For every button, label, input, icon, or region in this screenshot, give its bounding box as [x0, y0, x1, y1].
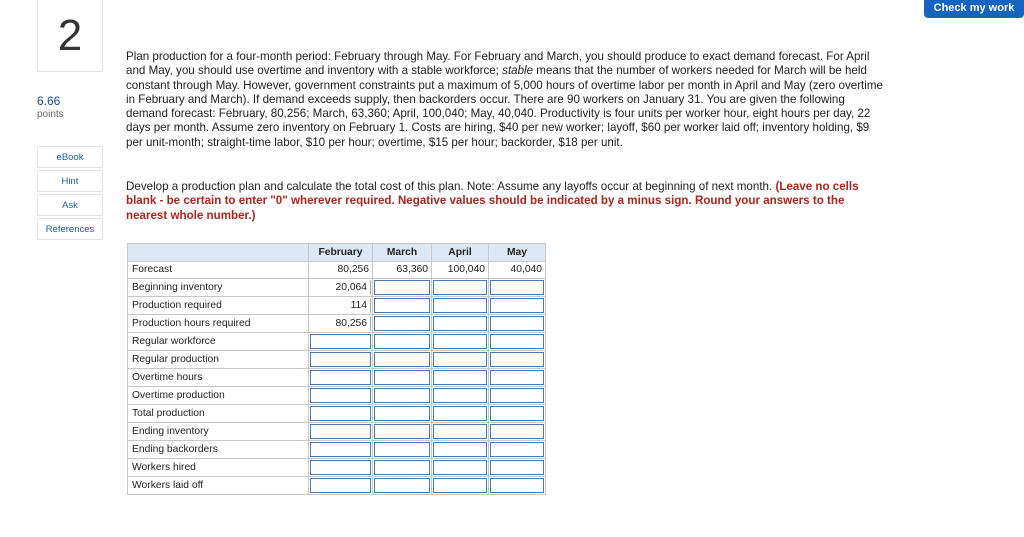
answer-cell[interactable]: [432, 423, 489, 441]
table-row: [128, 387, 546, 405]
row-label: Regular workforce: [128, 333, 309, 351]
answer-input[interactable]: [310, 334, 371, 349]
answer-input[interactable]: [374, 388, 430, 403]
problem-text-italic: stable: [502, 64, 534, 78]
answer-input[interactable]: [374, 352, 430, 367]
answer-cell[interactable]: [489, 477, 546, 495]
table-row: [128, 297, 546, 315]
answer-cell[interactable]: [489, 297, 546, 315]
answer-input[interactable]: [433, 334, 487, 349]
table-row: [128, 333, 546, 351]
answer-input[interactable]: [374, 406, 430, 421]
table-row: [128, 369, 546, 387]
answer-input[interactable]: [374, 478, 430, 493]
table-row: [128, 315, 546, 333]
answer-input[interactable]: [490, 388, 544, 403]
row-label: Forecast: [128, 261, 309, 279]
answer-cell[interactable]: [373, 441, 432, 459]
answer-cell[interactable]: [373, 477, 432, 495]
column-header-february: February: [309, 244, 373, 262]
table-row: [128, 405, 546, 423]
row-label: Total production: [128, 405, 309, 423]
answer-cell[interactable]: [373, 297, 432, 315]
answer-cell[interactable]: [489, 333, 546, 351]
answer-input[interactable]: [310, 442, 371, 457]
answer-input[interactable]: [374, 316, 430, 331]
forecast-value: 40,040: [489, 261, 546, 279]
answer-input[interactable]: [490, 460, 544, 475]
hint-button[interactable]: Hint: [37, 170, 103, 192]
answer-input[interactable]: [310, 478, 371, 493]
answer-input[interactable]: [310, 352, 371, 367]
answer-cell[interactable]: [489, 315, 546, 333]
answer-input[interactable]: [490, 478, 544, 493]
answer-cell[interactable]: [489, 405, 546, 423]
answer-cell[interactable]: [432, 351, 489, 369]
answer-cell[interactable]: [432, 387, 489, 405]
table-row: [128, 351, 546, 369]
answer-input[interactable]: [433, 460, 487, 475]
instructions-note: (Leave no cells blank - be certain to enter "0" wherever required. Negative values should be indicated by a minus sign. Round your answers to the nearest whole number.): [126, 180, 859, 222]
answer-cell[interactable]: [432, 279, 489, 297]
answer-input[interactable]: 114: [310, 298, 371, 313]
answer-input[interactable]: [490, 334, 544, 349]
answer-input[interactable]: [310, 370, 371, 385]
answer-input[interactable]: [374, 424, 430, 439]
answer-input[interactable]: [433, 442, 487, 457]
table-header-corner: [128, 244, 309, 262]
answer-cell[interactable]: [432, 459, 489, 477]
row-label: Beginning inventory: [128, 279, 309, 297]
answer-cell[interactable]: [373, 351, 432, 369]
instructions-text: [126, 180, 886, 223]
answer-cell[interactable]: [373, 369, 432, 387]
column-header-april: April: [432, 244, 489, 262]
answer-input[interactable]: 80,256: [310, 316, 371, 331]
answer-cell[interactable]: [309, 405, 373, 423]
table-row: [128, 477, 546, 495]
answer-input[interactable]: [310, 424, 371, 439]
answer-input[interactable]: [433, 280, 487, 295]
answer-input[interactable]: [490, 370, 544, 385]
answer-cell[interactable]: [373, 333, 432, 351]
answer-cell[interactable]: [489, 459, 546, 477]
answer-input[interactable]: 20,064: [310, 280, 371, 295]
answer-input[interactable]: [490, 280, 544, 295]
row-label: Production hours required: [128, 315, 309, 333]
answer-cell[interactable]: [489, 279, 546, 297]
ask-button[interactable]: Ask: [37, 194, 103, 216]
production-plan-table: [127, 243, 546, 495]
answer-cell[interactable]: [309, 459, 373, 477]
answer-input[interactable]: [374, 370, 430, 385]
row-label: Ending backorders: [128, 441, 309, 459]
answer-input[interactable]: [433, 352, 487, 367]
table-row: [128, 279, 546, 297]
answer-input[interactable]: [433, 424, 487, 439]
answer-input[interactable]: [310, 406, 371, 421]
answer-cell[interactable]: [489, 369, 546, 387]
answer-cell[interactable]: [432, 333, 489, 351]
answer-cell[interactable]: [432, 297, 489, 315]
ebook-button[interactable]: eBook: [37, 146, 103, 168]
answer-input[interactable]: [310, 460, 371, 475]
answer-input[interactable]: [433, 316, 487, 331]
points-display: [37, 95, 64, 121]
answer-cell[interactable]: [373, 459, 432, 477]
answer-input[interactable]: [433, 388, 487, 403]
answer-input[interactable]: [374, 280, 430, 295]
answer-cell[interactable]: [309, 369, 373, 387]
table-row: [128, 459, 546, 477]
answer-input[interactable]: [433, 406, 487, 421]
answer-cell[interactable]: [432, 477, 489, 495]
answer-input[interactable]: [433, 478, 487, 493]
answer-cell[interactable]: [373, 423, 432, 441]
answer-cell[interactable]: [432, 405, 489, 423]
answer-input[interactable]: [433, 298, 487, 313]
answer-input[interactable]: [374, 298, 430, 313]
answer-cell[interactable]: [309, 315, 373, 333]
problem-text-part1: Plan production for a four-month period: February through May. For February and March, you should produce to exact demand forecast. For April and May, you should use overtime and inventory with a stable workforce;: [126, 50, 870, 78]
row-label: Production required: [128, 297, 309, 315]
forecast-value: 100,040: [432, 261, 489, 279]
problem-text: [126, 50, 886, 150]
row-label: Workers hired: [128, 459, 309, 477]
forecast-value: 63,360: [373, 261, 432, 279]
row-label: Overtime production: [128, 387, 309, 405]
answer-input[interactable]: [490, 442, 544, 457]
answer-input[interactable]: [374, 442, 430, 457]
answer-cell[interactable]: [309, 441, 373, 459]
answer-cell[interactable]: [432, 369, 489, 387]
answer-input[interactable]: [374, 334, 430, 349]
answer-cell[interactable]: [489, 387, 546, 405]
check-my-work-button[interactable]: Check my work: [924, 0, 1024, 18]
answer-input[interactable]: [433, 370, 487, 385]
answer-input[interactable]: [490, 298, 544, 313]
answer-cell[interactable]: [309, 423, 373, 441]
points-label: points: [37, 109, 64, 120]
table-row: [128, 423, 546, 441]
answer-cell[interactable]: [432, 315, 489, 333]
references-button[interactable]: References: [37, 218, 103, 240]
row-label: Workers laid off: [128, 477, 309, 495]
problem-text-part2: means that the number of workers needed for March will be held constant through May. However, government constraints put a maximum of 5,000 hours of overtime labor per month in April and May (zero overtime in February and March). If demand exceeds supply, then backorders occur. There are 90 workers on January 31. You are given the following demand forecast: February, 80,256; March, 63,360; April, 100,040; May, 40,040. Productivity is four units per worker hour, eight hours per day, 22 days per month. Assume zero inventory on February 1. Costs are hiring, $40 per new worker; layoff, $60 per worker laid off; inventory holding, $9 per unit-month; straight-time labor, $10 per hour; overtime, $15 per hour; backorder, $18 per unit.: [126, 64, 883, 149]
points-value: 6.66: [37, 94, 61, 108]
answer-cell[interactable]: [489, 441, 546, 459]
forecast-value: 80,256: [309, 261, 373, 279]
answer-cell[interactable]: [373, 387, 432, 405]
answer-cell[interactable]: [309, 351, 373, 369]
column-header-may: May: [489, 244, 546, 262]
table-row: [128, 441, 546, 459]
answer-input[interactable]: [490, 352, 544, 367]
answer-cell[interactable]: [373, 405, 432, 423]
answer-input[interactable]: [310, 388, 371, 403]
row-label: Ending inventory: [128, 423, 309, 441]
instructions-plain: Develop a production plan and calculate the total cost of this plan. Note: Assume any layoffs occur at beginning of next month.: [126, 180, 776, 193]
answer-cell[interactable]: [309, 477, 373, 495]
answer-cell[interactable]: [309, 279, 373, 297]
column-header-march: March: [373, 244, 432, 262]
answer-cell[interactable]: [489, 351, 546, 369]
answer-cell[interactable]: [373, 315, 432, 333]
answer-input[interactable]: [490, 424, 544, 439]
table-row-forecast: [128, 261, 546, 279]
answer-cell[interactable]: [309, 297, 373, 315]
table-header-row: [128, 244, 546, 262]
row-label: Overtime hours: [128, 369, 309, 387]
answer-input[interactable]: [374, 460, 430, 475]
row-label: Regular production: [128, 351, 309, 369]
question-number: 2: [37, 0, 103, 72]
answer-cell[interactable]: [489, 423, 546, 441]
answer-cell[interactable]: [309, 387, 373, 405]
answer-input[interactable]: [490, 316, 544, 331]
answer-cell[interactable]: [309, 333, 373, 351]
answer-cell[interactable]: [373, 279, 432, 297]
answer-cell[interactable]: [432, 441, 489, 459]
answer-input[interactable]: [490, 406, 544, 421]
